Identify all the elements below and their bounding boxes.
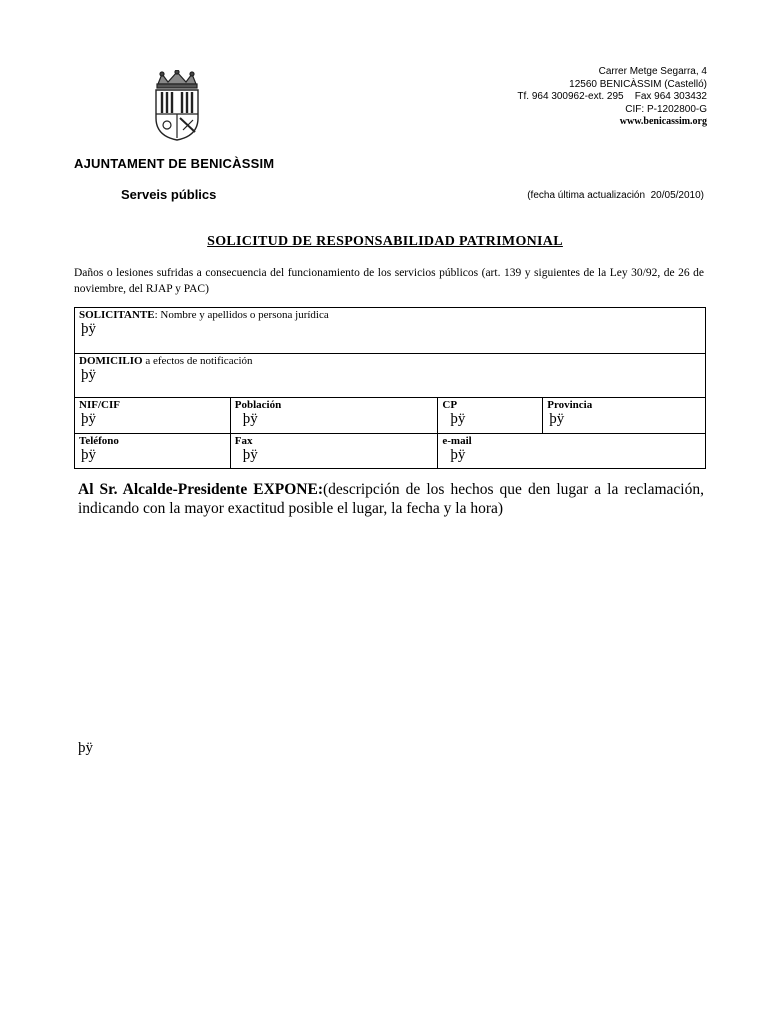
phone-fax-line: Tf. 964 300962-ext. 295 Fax 964 303432 — [517, 91, 707, 102]
address-field[interactable]: þÿ — [81, 367, 96, 383]
organization-name: AJUNTAMENT DE BENICÀSSIM — [74, 156, 275, 171]
fax-cell — [230, 434, 438, 469]
postcode-label: CP — [442, 399, 458, 411]
address-hint: a efectos de notificación — [142, 355, 253, 367]
town-cell — [230, 398, 438, 434]
province-field[interactable]: þÿ — [549, 411, 565, 427]
email-cell — [438, 434, 706, 469]
postcode-field[interactable]: þÿ — [450, 411, 466, 427]
town-field[interactable]: þÿ — [242, 411, 258, 427]
province-cell — [543, 398, 706, 434]
email-label: e-mail — [442, 435, 472, 447]
municipal-crest-logo — [148, 70, 206, 142]
phone-label: Teléfono — [79, 435, 119, 447]
form-intro: Daños o lesiones sufridas a consecuencia del funcionamiento de los servicios públicos (art. 139 y siguientes de la Ley 30/92, de 26 de noviembre, del RJAP y PAC) — [74, 267, 704, 295]
town-label: Población — [234, 399, 282, 411]
contact-address-block — [517, 66, 707, 129]
form-title: SOLICITUD DE RESPONSABILIDAD PATRIMONIAL — [207, 234, 563, 249]
applicant-field[interactable]: þÿ — [81, 321, 96, 337]
expone-paragraph — [78, 480, 704, 518]
fax-field[interactable]: þÿ — [242, 447, 258, 463]
cif-line: CIF: P-1202800-G — [625, 103, 707, 115]
address-cell — [75, 354, 706, 398]
postcode-cell — [438, 398, 543, 434]
fax-label: Fax — [234, 435, 253, 447]
address-line: 12560 BENICÀSSIM (Castelló) — [569, 78, 707, 90]
address-label: DOMICILIO — [79, 355, 143, 367]
email-field[interactable]: þÿ — [450, 447, 466, 463]
nif-label: NIF/CIF — [79, 399, 120, 411]
applicant-cell — [75, 308, 706, 354]
province-label: Provincia — [547, 399, 593, 411]
phone-cell — [75, 434, 231, 469]
expone-text-field[interactable]: þÿ — [78, 740, 93, 756]
expone-instructions: (descripción de los hechos que den lugar a la reclamación, indicando con la mayor exactitud posible el lugar, la fecha y la hora) — [78, 481, 704, 517]
applicant-label: SOLICITANTE — [79, 309, 155, 321]
nif-cell — [75, 398, 231, 434]
website-link[interactable]: www.benicassim.org — [619, 116, 707, 127]
department-name: Serveis públics — [121, 187, 217, 202]
nif-field[interactable]: þÿ — [81, 411, 96, 427]
applicant-data-table — [74, 307, 706, 469]
last-updated-note: (fecha última actualización 20/05/2010) — [527, 190, 704, 201]
phone-field[interactable]: þÿ — [81, 447, 96, 463]
address-line: Carrer Metge Segarra, 4 — [598, 66, 707, 77]
applicant-hint: : Nombre y apellidos o persona jurídica — [154, 309, 329, 321]
expone-lead: Al Sr. Alcalde-Presidente EXPONE: — [78, 481, 324, 498]
